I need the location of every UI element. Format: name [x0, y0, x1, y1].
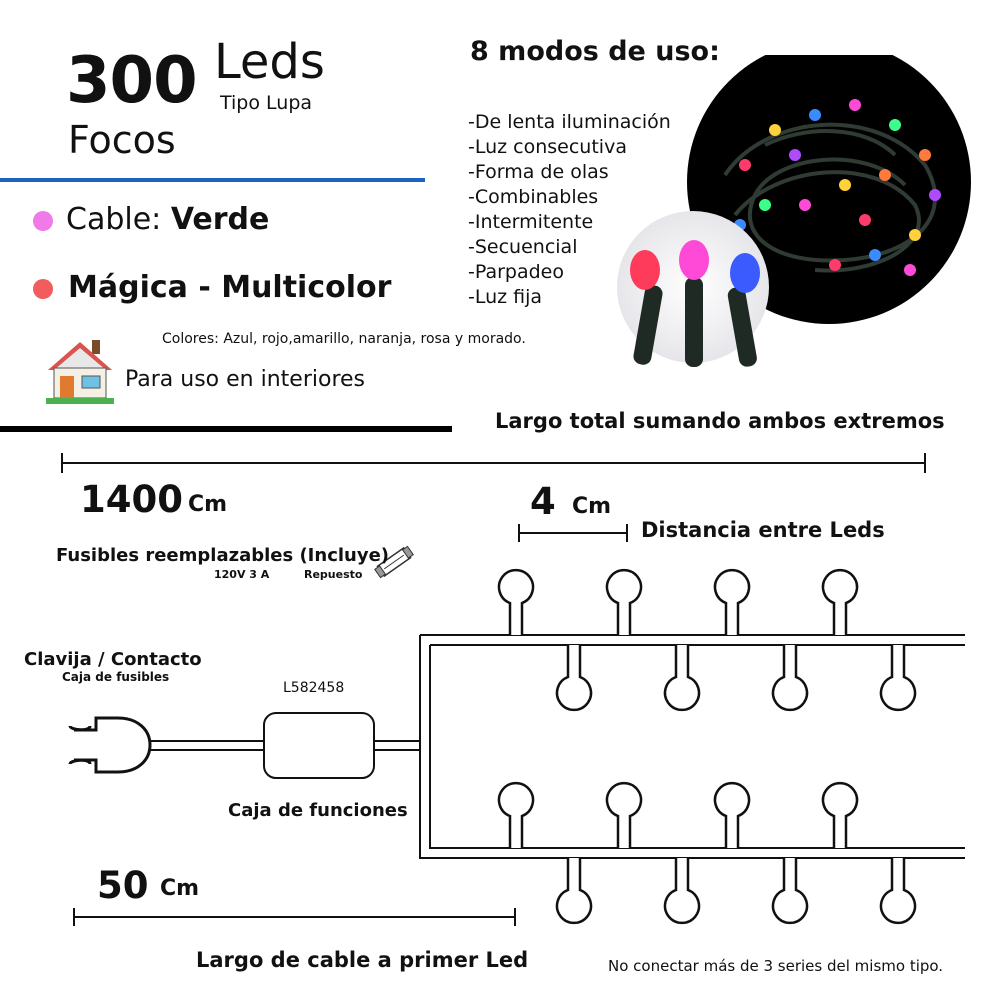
function-box-label: Caja de funciones — [228, 800, 408, 821]
closeup-bulbs — [630, 240, 760, 368]
mode-item: -Forma de olas — [468, 161, 609, 183]
lower-led-row — [499, 783, 915, 923]
mode-item: -Intermitente — [468, 211, 594, 233]
cable-value: Verde — [170, 202, 270, 237]
led-distance-unit: Cm — [572, 494, 612, 519]
led-unit: Leds — [214, 34, 325, 90]
plug-title: Clavija / Contacto — [24, 649, 202, 670]
led-count: 300 — [66, 44, 197, 118]
first-led-length-unit: Cm — [160, 876, 200, 901]
series-warning: No conectar más de 3 series del mismo tipo. — [608, 957, 944, 975]
model-number: L582458 — [283, 680, 345, 696]
product-photo — [615, 55, 975, 385]
led-distance-value: 4 — [530, 480, 556, 523]
total-length-value: 1400 — [80, 478, 183, 521]
indoor-use-label: Para uso en interiores — [125, 367, 366, 392]
fuses-spare: Repuesto — [304, 568, 363, 581]
led-subtype: Tipo Lupa — [220, 92, 313, 114]
fuses-voltage: 120V 3 A — [214, 568, 270, 581]
plug-subtitle: Caja de fusibles — [62, 670, 170, 684]
mode-item: -Combinables — [468, 186, 599, 208]
red-bullet-icon — [33, 279, 53, 299]
cable-color-line — [66, 202, 269, 237]
upper-led-row — [499, 570, 915, 710]
first-led-length-label: Largo de cable a primer Led — [196, 948, 529, 972]
total-length-title: Largo total sumando ambos extremos — [495, 409, 945, 433]
house-icon — [44, 336, 116, 406]
plug-icon — [70, 718, 150, 772]
mode-item: -De lenta iluminación — [468, 111, 671, 133]
fuses-title: Fusibles reemplazables (Incluye) — [56, 545, 390, 566]
function-box — [264, 713, 374, 778]
blue-divider — [0, 178, 425, 182]
mode-item: -Luz consecutiva — [468, 136, 627, 158]
focos-label: Focos — [68, 118, 176, 162]
mode-item: -Parpadeo — [468, 261, 564, 283]
magic-multicolor-label: Mágica - Multicolor — [68, 270, 392, 305]
modes-title: 8 modos de uso: — [470, 36, 720, 67]
first-led-length-value: 50 — [97, 864, 149, 907]
cable-label: Cable: — [66, 202, 162, 237]
mode-item: -Secuencial — [468, 236, 578, 258]
colors-note: Colores: Azul, rojo,amarillo, naranja, rosa y morado. — [162, 331, 526, 347]
pink-bullet-icon — [33, 211, 53, 231]
led-distance-label: Distancia entre Leds — [641, 518, 885, 542]
black-divider — [0, 426, 452, 432]
mode-item: -Luz fija — [468, 286, 543, 308]
total-length-unit: Cm — [188, 492, 228, 517]
